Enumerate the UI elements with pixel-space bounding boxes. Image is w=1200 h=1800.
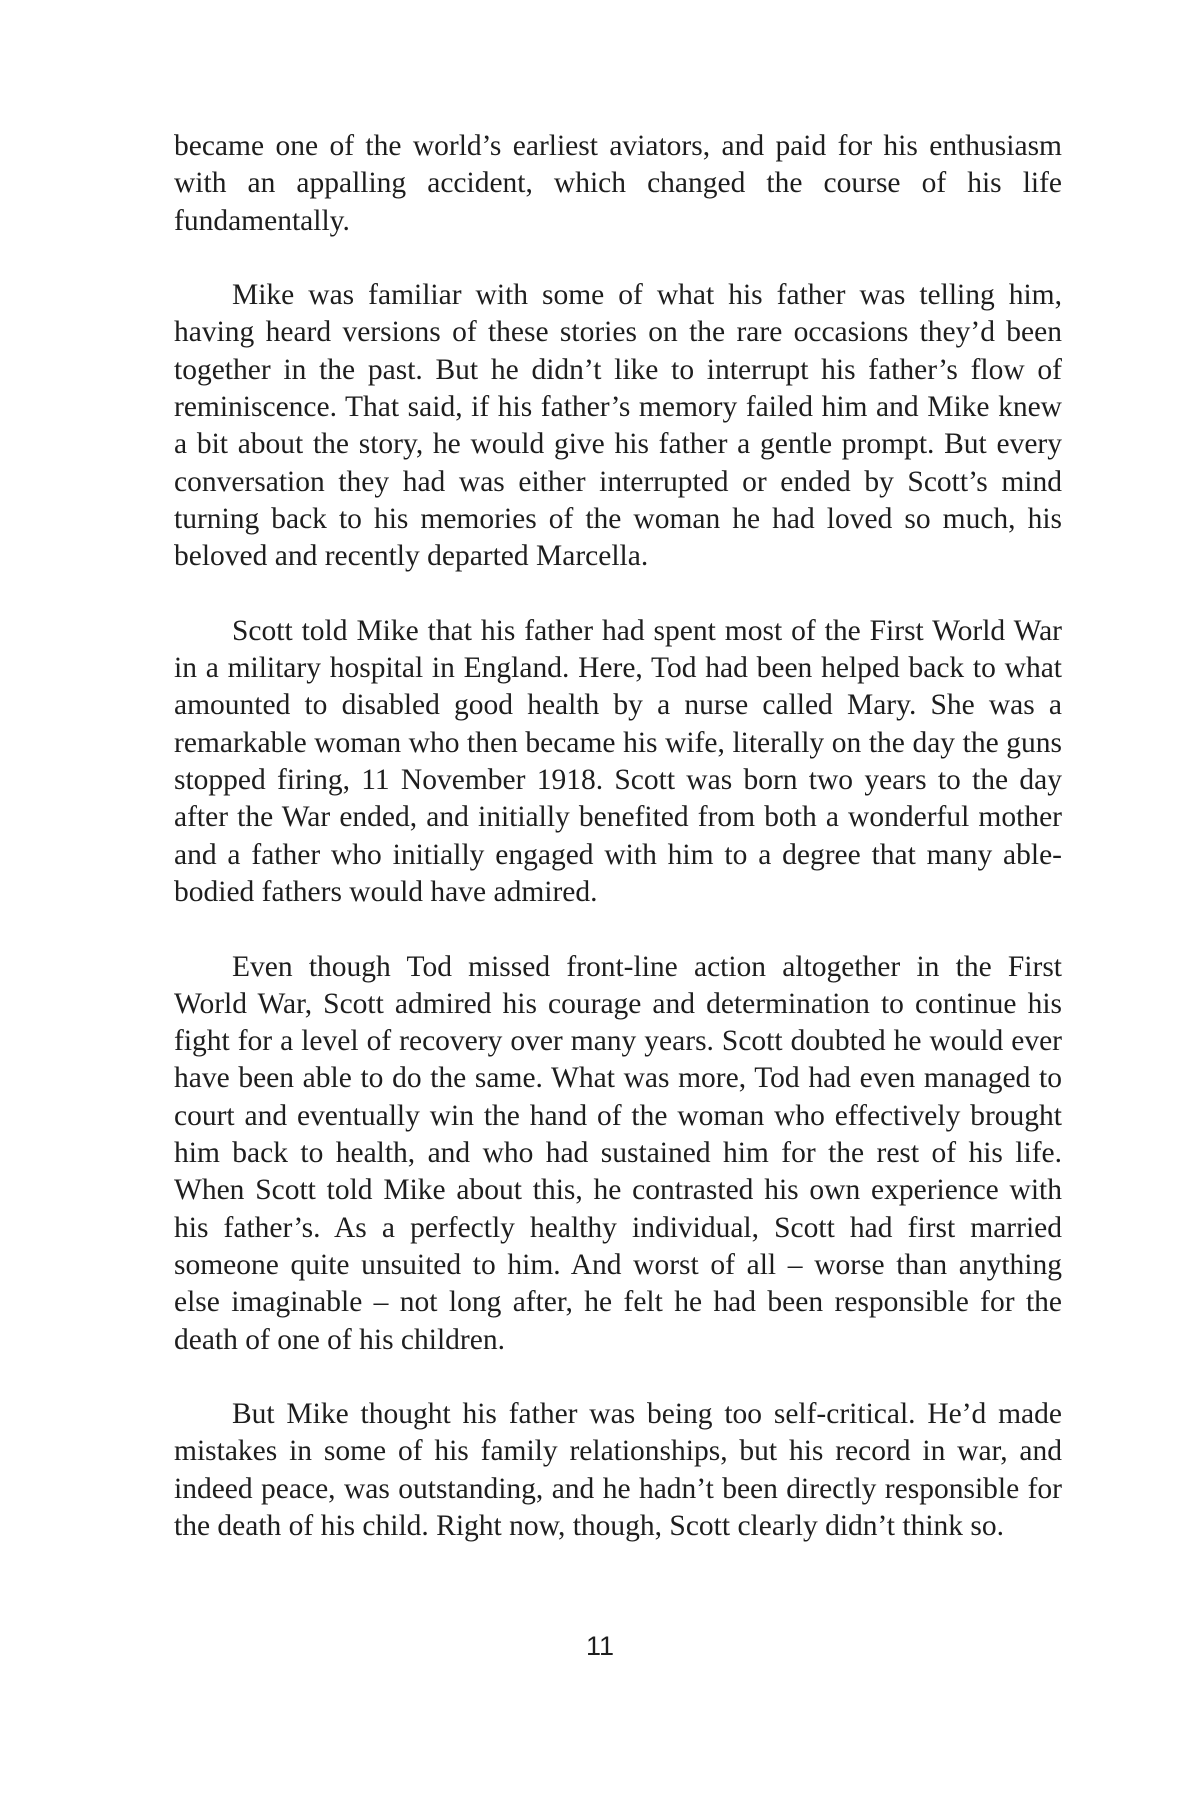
paragraph: Mike was familiar with some of what his father was telling him, having heard versions of these stories on the rare occasions they’d been together in the past. But he didn’t like to interrupt his father’s flow of reminiscence. That said, if his father’s memory failed him and Mike knew a bit about the story, he would give his father a gentle prompt. But every conversation they had was either interrupted or ended by Scott’s mind turning back to his memories of the woman he had loved so much, his beloved and recently departed Marcella. <box>174 279 1062 573</box>
paragraph: But Mike thought his father was being too self-critical. He’d made mistakes in some of his family relationships, but his record in war, and indeed peace, was outstanding, and he hadn’t been directly responsible for the death of his child. Right now, though, Scott clearly didn’t think so. <box>174 1398 1062 1542</box>
paragraph: Even though Tod missed front-line action altogether in the First World War, Scott admired his courage and determination to continue his fight for a level of recovery over many years. Scott doubted he would ever have been able to do the same. What was more, Tod had even managed to court and eventually win the hand of the woman who effectively brought him back to health, and who had sustained him for the rest of his life. When Scott told Mike about this, he contrasted his own experience with his father’s. As a perfectly healthy individual, Scott had first married someone quite unsuited to him. And worst of all – worse than anything else imaginable – not long after, he felt he had been responsible for the death of one of his children. <box>174 950 1062 1356</box>
page-number: 11 <box>585 1631 615 1661</box>
page-body <box>174 128 1062 1583</box>
paragraph-continued: became one of the world’s earliest aviators, and paid for his enthusiasm with an appalling accident, which changed the course of his life fundamentally. <box>174 130 1062 237</box>
paragraph: Scott told Mike that his father had spent most of the First World War in a military hospital in England. Here, Tod had been helped back to what amounted to disabled good health by a nurse called Mary. She was a remarkable woman who then became his wife, literally on the day the guns stopped firing, 11 November 1918. Scott was born two years to the day after the War ended, and initially benefited from both a wonderful mother and a father who initially engaged with him to a degree that many able-bodied fathers would have admired. <box>174 614 1062 908</box>
